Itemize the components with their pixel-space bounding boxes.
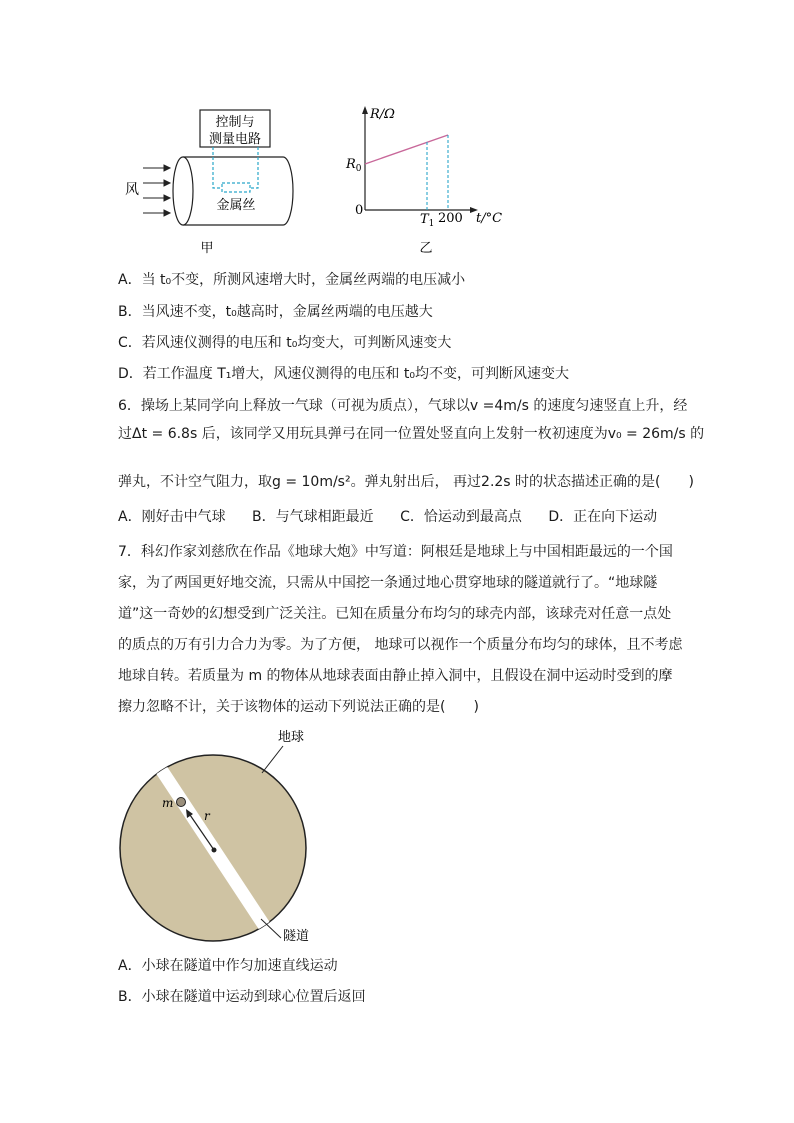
- q6-option-d: D．正在向下运动: [548, 509, 658, 525]
- q6-option-a: A．刚好击中气球: [118, 509, 226, 525]
- tick-200-label: 200: [438, 211, 463, 226]
- r-label: r: [204, 809, 210, 823]
- wind-label: 风: [125, 182, 139, 198]
- control-box-line1: 控制与: [215, 115, 255, 130]
- q6-options: [118, 507, 679, 527]
- figure-earth-tunnel: [0, 720, 794, 950]
- q7-option-b: B．小球在隧道中运动到球心位置后返回: [118, 989, 366, 1005]
- q5-option-c: C．若风速仪测得的电压和 t₀均变大，可判断风速变大: [118, 335, 452, 351]
- q5-option-d: D．若工作温度 T₁增大，风速仪测得的电压和 t₀均不变，可判断风速变大: [118, 366, 569, 382]
- dashed-wires: [213, 147, 258, 192]
- graph-r-vs-t: [362, 106, 478, 213]
- r-t-line: [365, 135, 448, 164]
- origin-label: 0: [355, 203, 364, 218]
- t1-label: $T_1$: [420, 212, 435, 229]
- q6-line1: 6．操场上某同学向上释放一气球（可视为质点），气球以v =4m/s 的速度匀速竖直上升，经: [118, 398, 688, 414]
- caption-jia: 甲: [200, 241, 214, 256]
- q7-stem: 7．科幻作家刘慈欣在作品《地球大炮》中写道：阿根廷是地球上与中国相距最远的一个国家，为了两国更好地交流，只需从中国挖一条通过地心贯穿地球的隧道就行了。“地球隧道”这一奇妙的幻想受到广泛关注。已知在质量分布均匀的球壳内部，该球壳对任意一点处的质点的万有引力合力为零。为了方便， 地球可以视作一个质量分布均匀的球体，且不考虑地球自转。若质量为 m 的物体从地球表面由静止掉入洞中，且假设在洞中运动时受到的摩擦力忽略不计，关于该物体的运动下列说法正确的是( ): [118, 544, 683, 715]
- pipe-cylinder: [173, 157, 293, 225]
- metal-wire-label: 金属丝: [216, 198, 256, 213]
- q7-option-a: A．小球在隧道中作匀加速直线运动: [118, 958, 338, 974]
- r0-label: $R_0$: [346, 157, 362, 174]
- mass-ball: [177, 798, 186, 807]
- q6-option-b: B．与气球相距最近: [252, 509, 374, 525]
- y-axis-label: R/Ω: [370, 107, 395, 122]
- q6-option-c: C．恰运动到最高点: [400, 509, 522, 525]
- control-box-line2: 测量电路: [208, 132, 262, 147]
- earth-label: 地球: [278, 730, 305, 745]
- wind-arrows: [143, 165, 170, 216]
- q5-option-b: B．当风速不变，t₀越高时，金属丝两端的电压越大: [118, 304, 433, 320]
- q6-line2: 过Δt = 6.8s 后，该同学又用玩具弹弓在同一位置处竖直向上发射一枚初速度为v₀ = 26m/s 的: [118, 426, 705, 442]
- tunnel-label: 隧道: [283, 929, 310, 944]
- q5-option-a: A．当 t₀不变，所测风速增大时，金属丝两端的电压减小: [118, 272, 466, 288]
- q6-line3: 弹丸，不计空气阻力，取g = 10m/s²。弹丸射出后， 再过2.2s 时的状态描述正确的是( ): [118, 474, 694, 490]
- x-axis-label: t/°C: [476, 211, 503, 226]
- caption-yi: 乙: [419, 241, 433, 256]
- m-label: m: [162, 796, 174, 810]
- center-dot: [212, 848, 217, 853]
- figure-wind-meter: [0, 0, 794, 260]
